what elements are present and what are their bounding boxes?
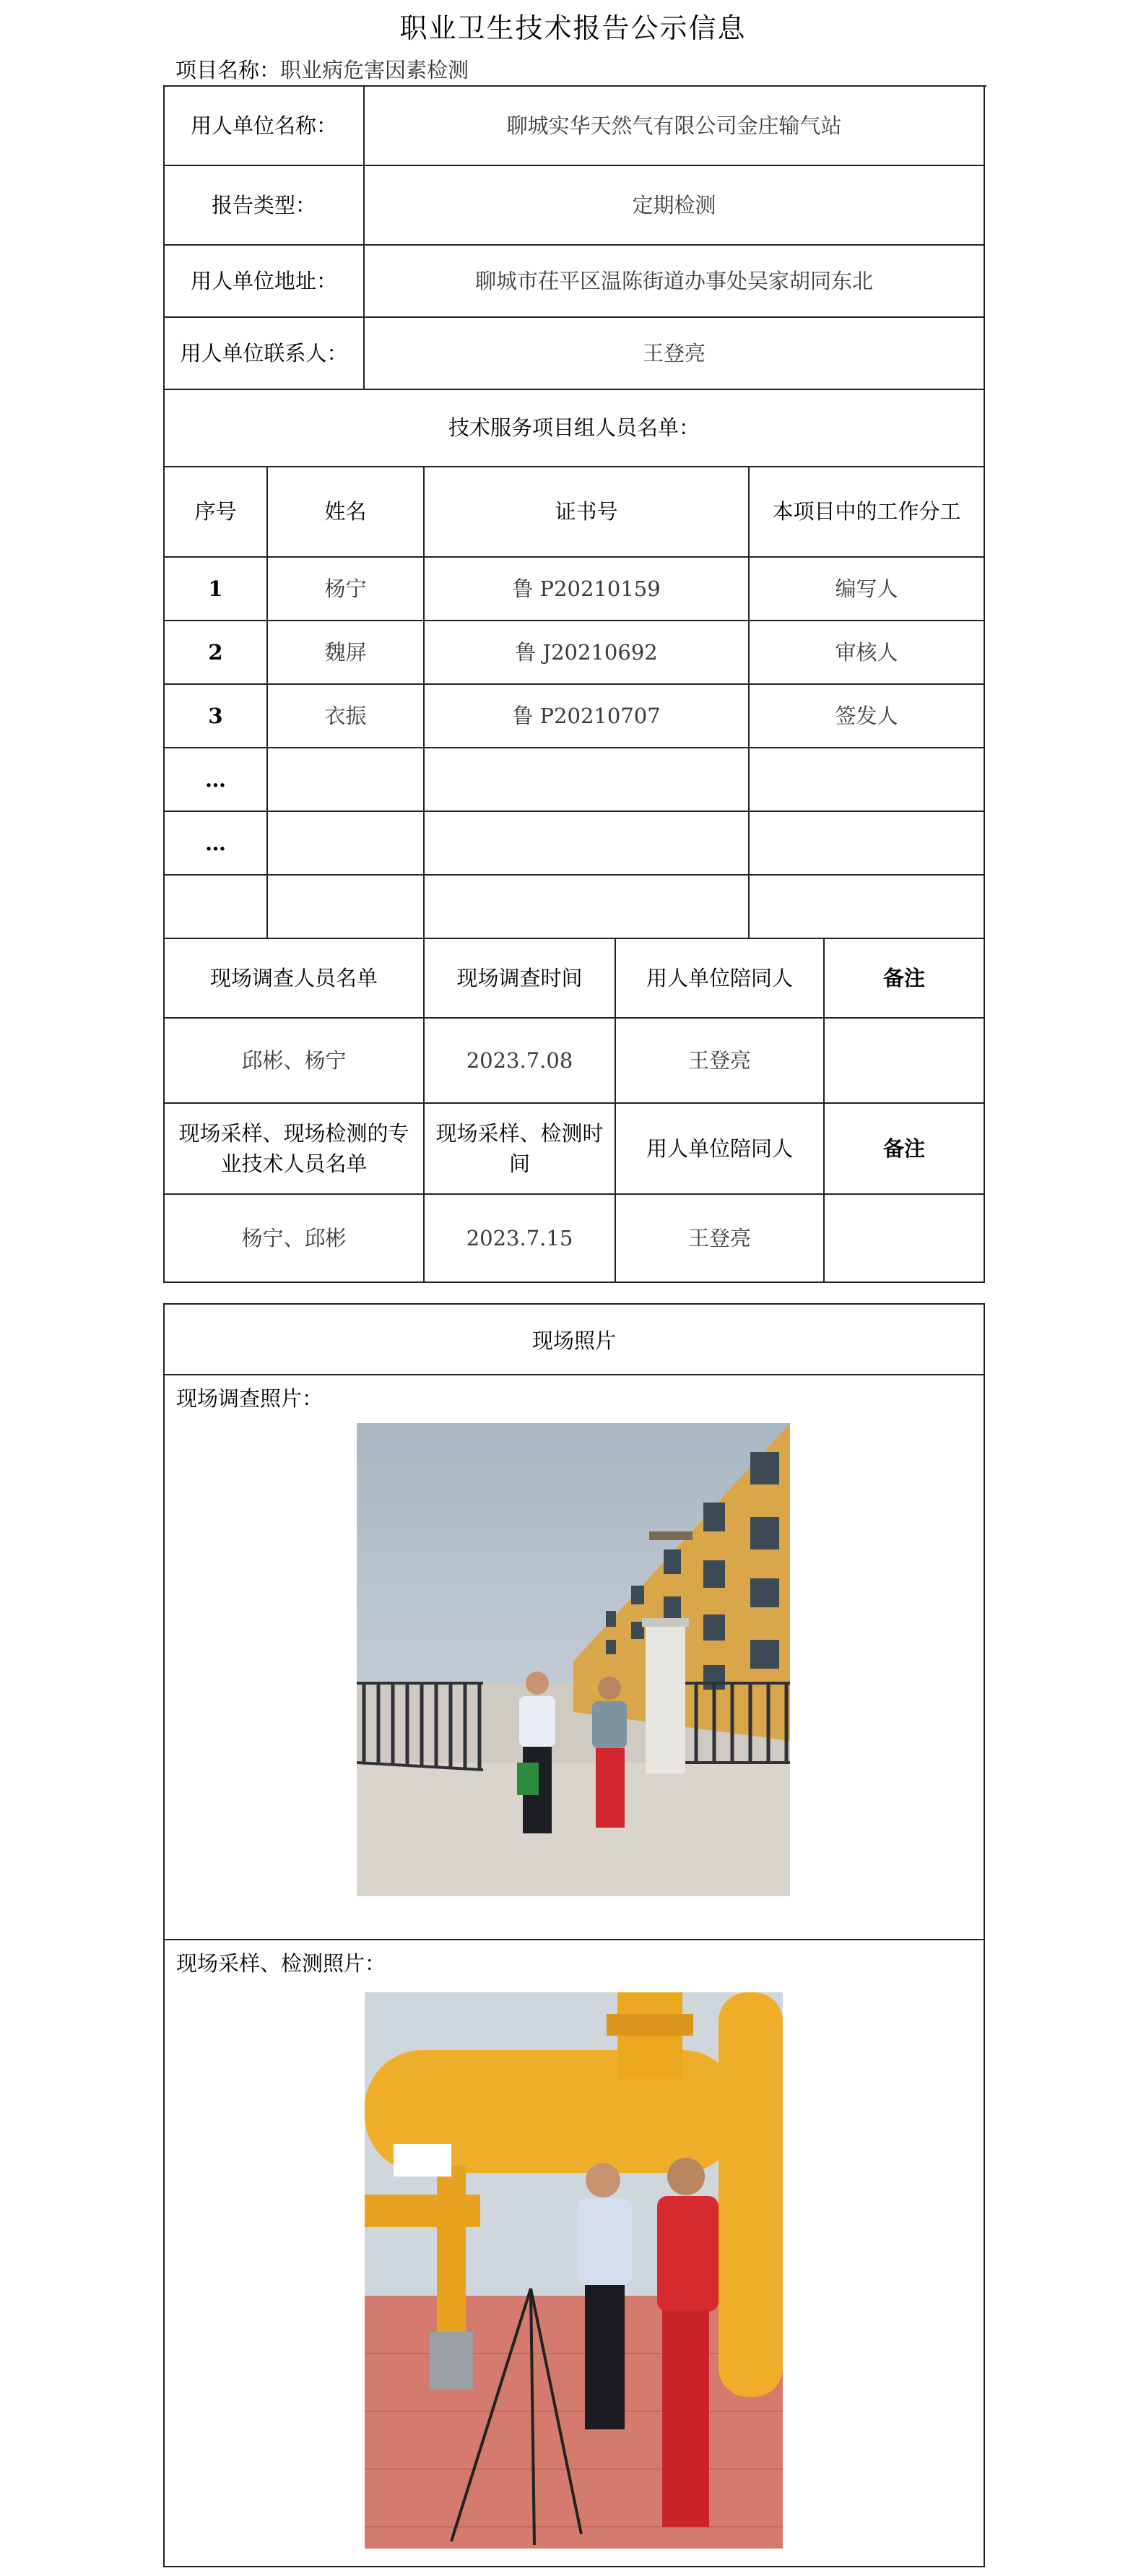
team-row-name: 魏屏 bbox=[268, 621, 425, 685]
team-row-name bbox=[268, 876, 425, 939]
team-row-name: 衣振 bbox=[268, 685, 425, 748]
survey-header-note: 备注 bbox=[825, 939, 985, 1019]
team-row-cert bbox=[425, 876, 750, 939]
photo-section bbox=[163, 1303, 985, 2567]
photo-section-title: 现场照片 bbox=[165, 1305, 984, 1375]
team-row-role: 签发人 bbox=[750, 685, 985, 748]
survey-photo-block bbox=[165, 1375, 984, 1940]
team-row-role: 编写人 bbox=[750, 558, 985, 621]
employer-name-label: 用人单位名称： bbox=[165, 87, 365, 166]
survey-photo-label: 现场调查照片： bbox=[176, 1386, 324, 1411]
team-row-no: 2 bbox=[165, 621, 268, 685]
survey-photo bbox=[357, 1423, 790, 1896]
team-row-no: 1 bbox=[165, 558, 268, 621]
sampling-photo-label: 现场采样、检测照片： bbox=[176, 1951, 386, 1976]
team-header-cert: 证书号 bbox=[425, 467, 750, 558]
survey-people: 邱彬、杨宁 bbox=[165, 1019, 425, 1104]
team-row-name bbox=[268, 812, 425, 876]
team-row-cert: 鲁 J20210692 bbox=[425, 621, 750, 685]
team-row-no: … bbox=[165, 812, 268, 876]
survey-companion: 王登亮 bbox=[616, 1019, 825, 1104]
report-type-label: 报告类型： bbox=[165, 166, 365, 246]
report-type-value: 定期检测 bbox=[365, 166, 985, 246]
employer-contact-label: 用人单位联系人： bbox=[165, 318, 365, 390]
sampling-photo bbox=[365, 1992, 783, 2549]
team-row-role: 审核人 bbox=[750, 621, 985, 685]
team-row-role bbox=[750, 748, 985, 812]
team-header-role: 本项目中的工作分工 bbox=[750, 467, 985, 558]
sampling-header-people: 现场采样、现场检测的专业技术人员名单 bbox=[165, 1104, 425, 1195]
project-name bbox=[175, 54, 469, 84]
team-row-no: 3 bbox=[165, 685, 268, 748]
sampling-header-time: 现场采样、检测时间 bbox=[425, 1104, 616, 1195]
survey-header-time: 现场调查时间 bbox=[425, 939, 616, 1019]
team-header-name: 姓名 bbox=[268, 467, 425, 558]
team-row-cert bbox=[425, 748, 750, 812]
team-row-name: 杨宁 bbox=[268, 558, 425, 621]
team-row-name bbox=[268, 748, 425, 812]
employer-contact-value: 王登亮 bbox=[365, 318, 985, 390]
team-row-cert bbox=[425, 812, 750, 876]
info-table bbox=[163, 85, 986, 1283]
employer-address-value: 聊城市茌平区温陈街道办事处吴家胡同东北 bbox=[365, 246, 985, 318]
survey-note bbox=[825, 1019, 985, 1104]
employer-name-value: 聊城实华天然气有限公司金庄输气站 bbox=[365, 87, 985, 166]
team-row-no: … bbox=[165, 748, 268, 812]
survey-header-people: 现场调查人员名单 bbox=[165, 939, 425, 1019]
project-label: 项目名称： bbox=[175, 58, 281, 82]
sampling-photo-block bbox=[165, 1940, 984, 2567]
page-title: 职业卫生技术报告公示信息 bbox=[399, 12, 747, 44]
team-row-no bbox=[165, 876, 268, 939]
survey-time: 2023.7.08 bbox=[425, 1019, 616, 1104]
sampling-header-companion: 用人单位陪同人 bbox=[616, 1104, 825, 1195]
sampling-time: 2023.7.15 bbox=[425, 1195, 616, 1283]
team-row-role bbox=[750, 876, 985, 939]
employer-address-label: 用人单位地址： bbox=[165, 246, 365, 318]
team-header-no: 序号 bbox=[165, 467, 268, 558]
survey-header-companion: 用人单位陪同人 bbox=[616, 939, 825, 1019]
team-row-role bbox=[750, 812, 985, 876]
project-value: 职业病危害因素检测 bbox=[280, 58, 469, 82]
sampling-people: 杨宁、邱彬 bbox=[165, 1195, 425, 1283]
sampling-header-note: 备注 bbox=[825, 1104, 985, 1195]
sampling-companion: 王登亮 bbox=[616, 1195, 825, 1283]
sampling-note bbox=[825, 1195, 985, 1283]
team-row-cert: 鲁 P20210159 bbox=[425, 558, 750, 621]
team-heading: 技术服务项目组人员名单： bbox=[165, 390, 985, 467]
team-row-cert: 鲁 P20210707 bbox=[425, 685, 750, 748]
